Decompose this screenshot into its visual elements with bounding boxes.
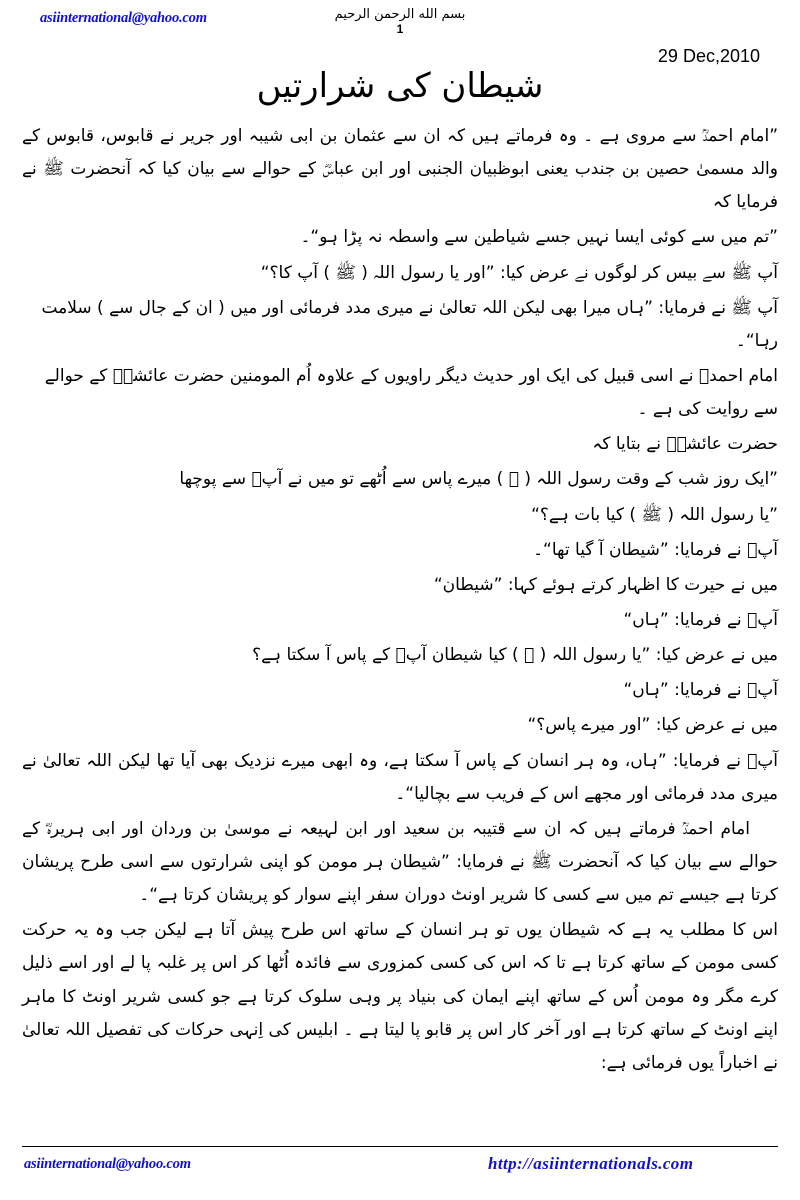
body-paragraph: امام احمدؒ فرماتے ہیں کہ ان سے قتیبہ بن سعید اور ابن لہیعہ نے موسیٰ بن وردان اور ابی ہریرہؓ کے حوالے سے بیان کیا کہ آنحضرت ﷺ نے فرمایا: ”شیطان ہر مومن کو اپنی شرارتوں سے اسی طرح پریشان کرتا ہے جیسے تم میں سے کسی کا شریر اونٹ دوران سفر اپنے سوار کو پریشان کرتا ہے“۔ [22,818,778,906]
footer-email-address[interactable]: asiinternational@yahoo.com [24,1156,191,1172]
body-line: آپ ﷺ سے بیس کر لوگوں نے عرض کیا: ”اور یا رسول اللہ ( ﷺ ) آپ کا؟“ [260,262,778,283]
body-paragraph: آپؐ نے فرمایا: ”ہاں، وہ ہر انسان کے پاس آ سکتا ہے، وہ ابھی میرے نزدیک بھی آیا تھا لیکن اللہ تعالیٰ نے میری مدد فرمائی اور مجھے اس کے فریب سے بچالیا“۔ [22,750,778,804]
footer-divider [22,1146,778,1147]
body-line: ”یا رسول اللہ ( ﷺ ) کیا بات ہے؟“ [531,504,778,525]
body-paragraph: اس کا مطلب یہ ہے کہ شیطان یوں تو ہر انسان کے ساتھ اس طرح پیش آتا ہے لیکن جب وہ یہ حرکت کسی مومن کے ساتھ کرتا ہے تا کہ اس کی کسی کمزوری سے فائدہ اُٹھا کر اس پر غلبہ پا لے اور اسے ذلیل کرے مگر وہ مومن اُس کے ساتھ اپنے ایمان کی بنیاد پر وہی سلوک کرتا ہے جو کسی شریر اونٹ کا ماہر اپنے اونٹ کے ساتھ کرتا ہے اور آخر کار اس پر قابو پا لیتا ہے ۔ ابلیس کی اِنہی حرکات کی تفصیل اللہ تعالیٰ نے اخباراً یوں فرمائی ہے: [22,920,778,1073]
footer-website-url[interactable]: http://asiinternationals.com [488,1154,694,1173]
document-footer [18,1146,782,1186]
header-email-address: asiinternational@yahoo.com [40,10,207,26]
document-date: 29 Dec,2010 [657,46,760,66]
body-line: امام احمدؒ نے اسی قبیل کی ایک اور حدیث دیگر راویوں کے علاوہ اُم المومنین حضرت عائشہؓ کے حوالے سے روایت کی ہے ۔ [44,365,778,420]
page-number: 1 [396,22,404,36]
document-body [22,120,778,1138]
body-line: میں نے عرض کیا: ”یا رسول اللہ ( ﷺ ) کیا شیطان آپؐ کے پاس آ سکتا ہے؟ [252,645,778,666]
body-line: آپؐ نے فرمایا: ”ہاں“ [623,680,778,701]
bismillah-text: بسم الله الرحمن الرحيم [334,7,466,22]
page-title: شیطان کی شرارتیں [256,65,544,106]
body-line: ”تم میں سے کوئی ایسا نہیں جسے شیاطین سے واسطہ نہ پڑا ہو“۔ [300,227,778,248]
body-line: ”ایک روز شب کے وقت رسول اللہ ( ﷺ ) میرے پاس سے اُٹھے تو میں نے آپؐ سے پوچھا [179,469,778,490]
body-line: میں نے حیرت کا اظہار کرتے ہوئے کہا: ”شیطان“ [433,574,778,595]
document-header [18,6,782,106]
body-line: میں نے عرض کیا: ”اور میرے پاس؟“ [527,715,778,736]
body-line: آپؐ نے فرمایا: ”ہاں“ [623,609,778,630]
body-line: آپ ﷺ نے فرمایا: ”ہاں میرا بھی لیکن اللہ تعالیٰ نے میری مدد فرمائی اور میں ( ان کے جال سے ) سلامت رہا“۔ [41,297,778,351]
body-line: حضرت عائشہؓ نے بتایا کہ [592,434,778,455]
body-paragraph: ”امام احمدؒ سے مروی ہے ۔ وہ فرماتے ہیں کہ ان سے عثمان بن ابی شیبہ اور جریر نے قابوس، قابوس کے والد مسمیٰ حصین بن جندب یعنی ابوظبیان الجنبی اور ابن عباسؓ کے حوالے سے بیان کیا کہ آنحضرت ﷺ نے فرمایا کہ [22,126,778,213]
body-line: آپؐ نے فرمایا: ”شیطان آ گیا تھا“۔ [533,539,778,560]
